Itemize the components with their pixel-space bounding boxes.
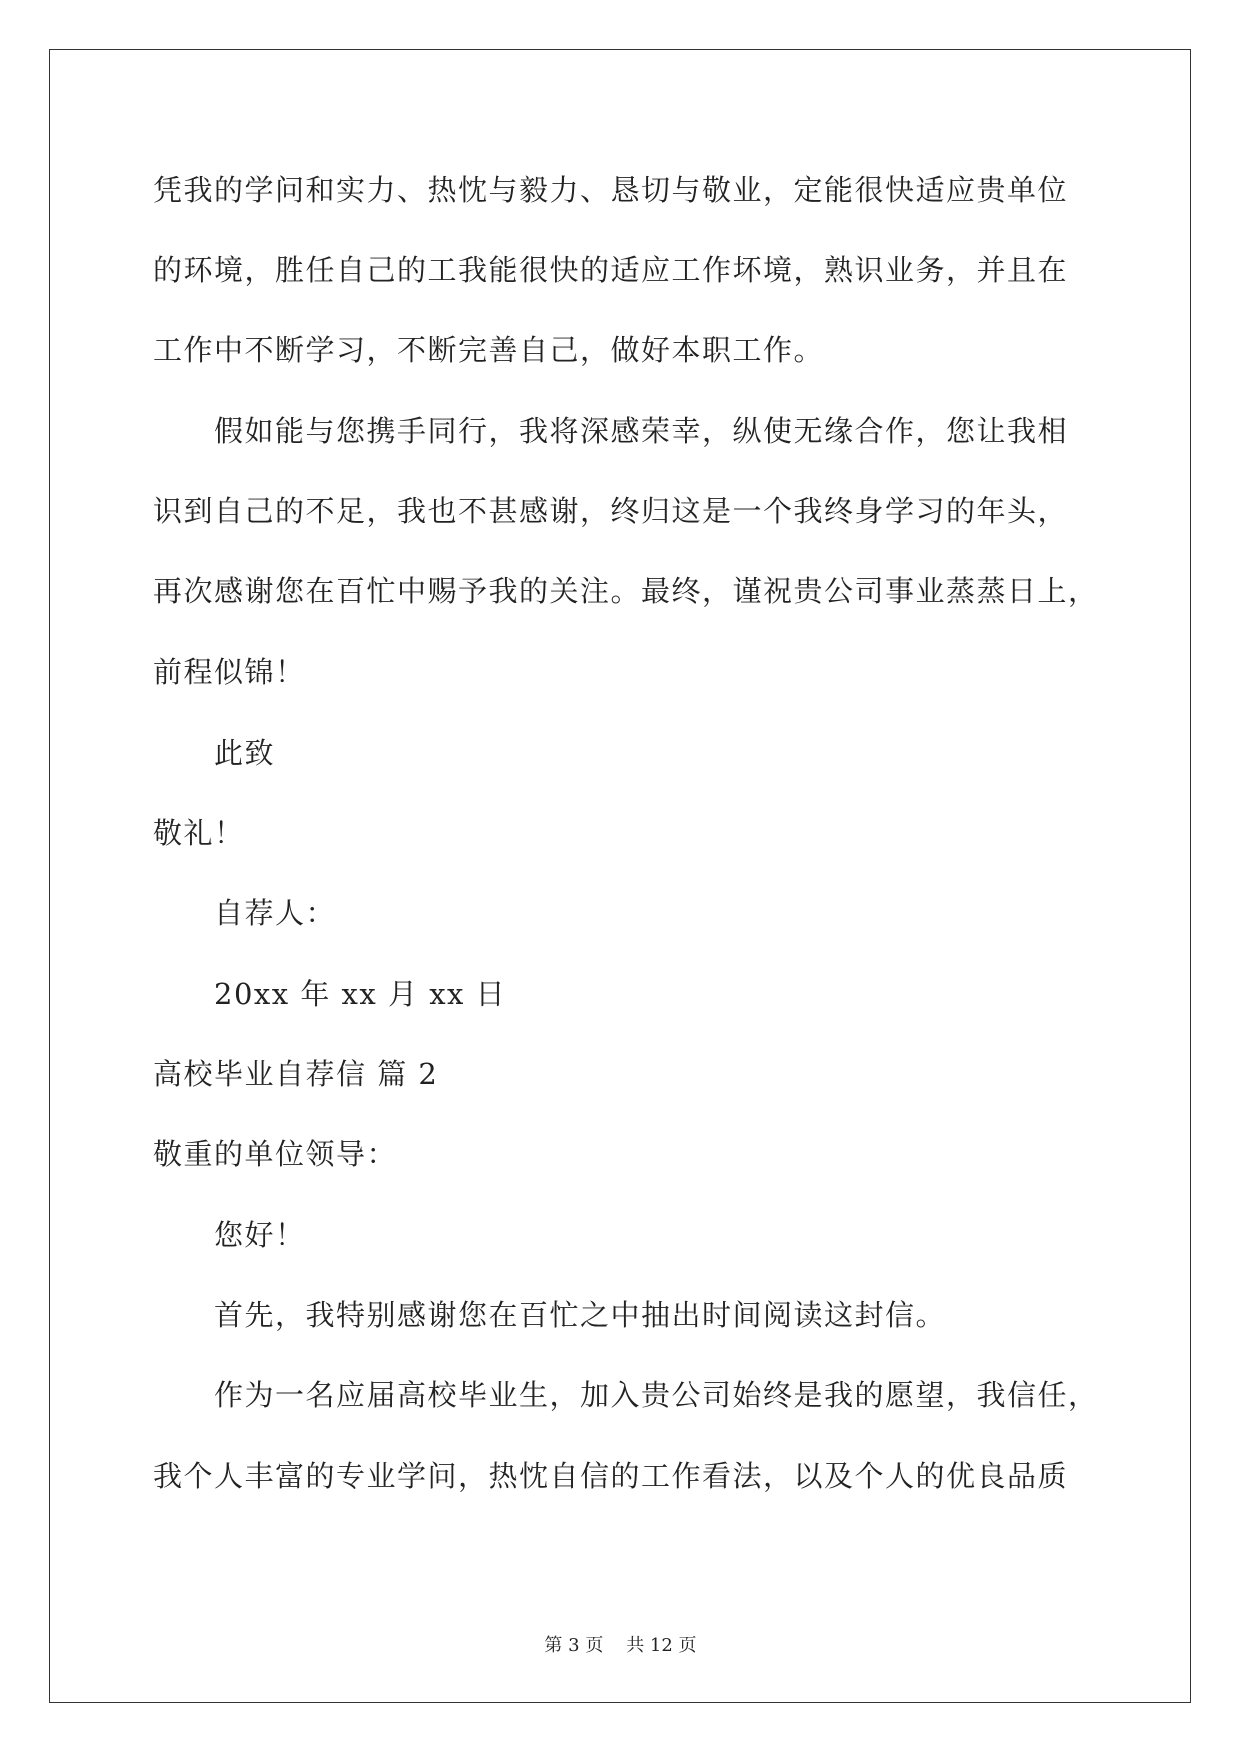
hello-line: 您好！ — [214, 1218, 306, 1252]
page-border — [49, 49, 1191, 1703]
body-line-17: 我个人丰富的专业学问，热忱自信的工作看法，以及个人的优良品质 — [153, 1459, 1069, 1493]
body-line-2: 的环境，胜任自己的工我能很快的适应工作坏境，熟识业务，并且在 — [153, 253, 1069, 287]
body-line-16: 作为一名应届高校毕业生，加入贵公司始终是我的愿望，我信任， — [214, 1378, 1099, 1412]
closing-line: 敬礼！ — [153, 816, 245, 850]
body-line-1: 凭我的学问和实力、热忱与毅力、恳切与敬业，定能很快适应贵单位 — [153, 173, 1069, 207]
body-line-5: 识到自己的不足，我也不甚感谢，终归这是一个我终身学习的年头， — [153, 494, 1069, 528]
page-number: 第 3 页 共 12 页 — [544, 1635, 697, 1656]
body-line-4: 假如能与您携手同行，我将深感荣幸，纵使无缘合作，您让我相 — [214, 414, 1069, 448]
date-line: 20xx 年 xx 月 xx 日 — [214, 977, 507, 1011]
body-line-3: 工作中不断学习，不断完善自己，做好本职工作。 — [153, 333, 825, 367]
body-line-6: 再次感谢您在百忙中赐予我的关注。最终，谨祝贵公司事业蒸蒸日上， — [153, 574, 1099, 608]
salutation-line: 此致 — [214, 736, 276, 770]
greeting-line: 敬重的单位领导： — [153, 1137, 398, 1171]
section-title: 高校毕业自荐信 篇 2 — [153, 1057, 439, 1091]
body-line-15: 首先，我特别感谢您在百忙之中抽出时间阅读这封信。 — [214, 1298, 947, 1332]
body-line-7: 前程似锦！ — [153, 655, 306, 689]
signature-label: 自荐人： — [214, 896, 337, 930]
